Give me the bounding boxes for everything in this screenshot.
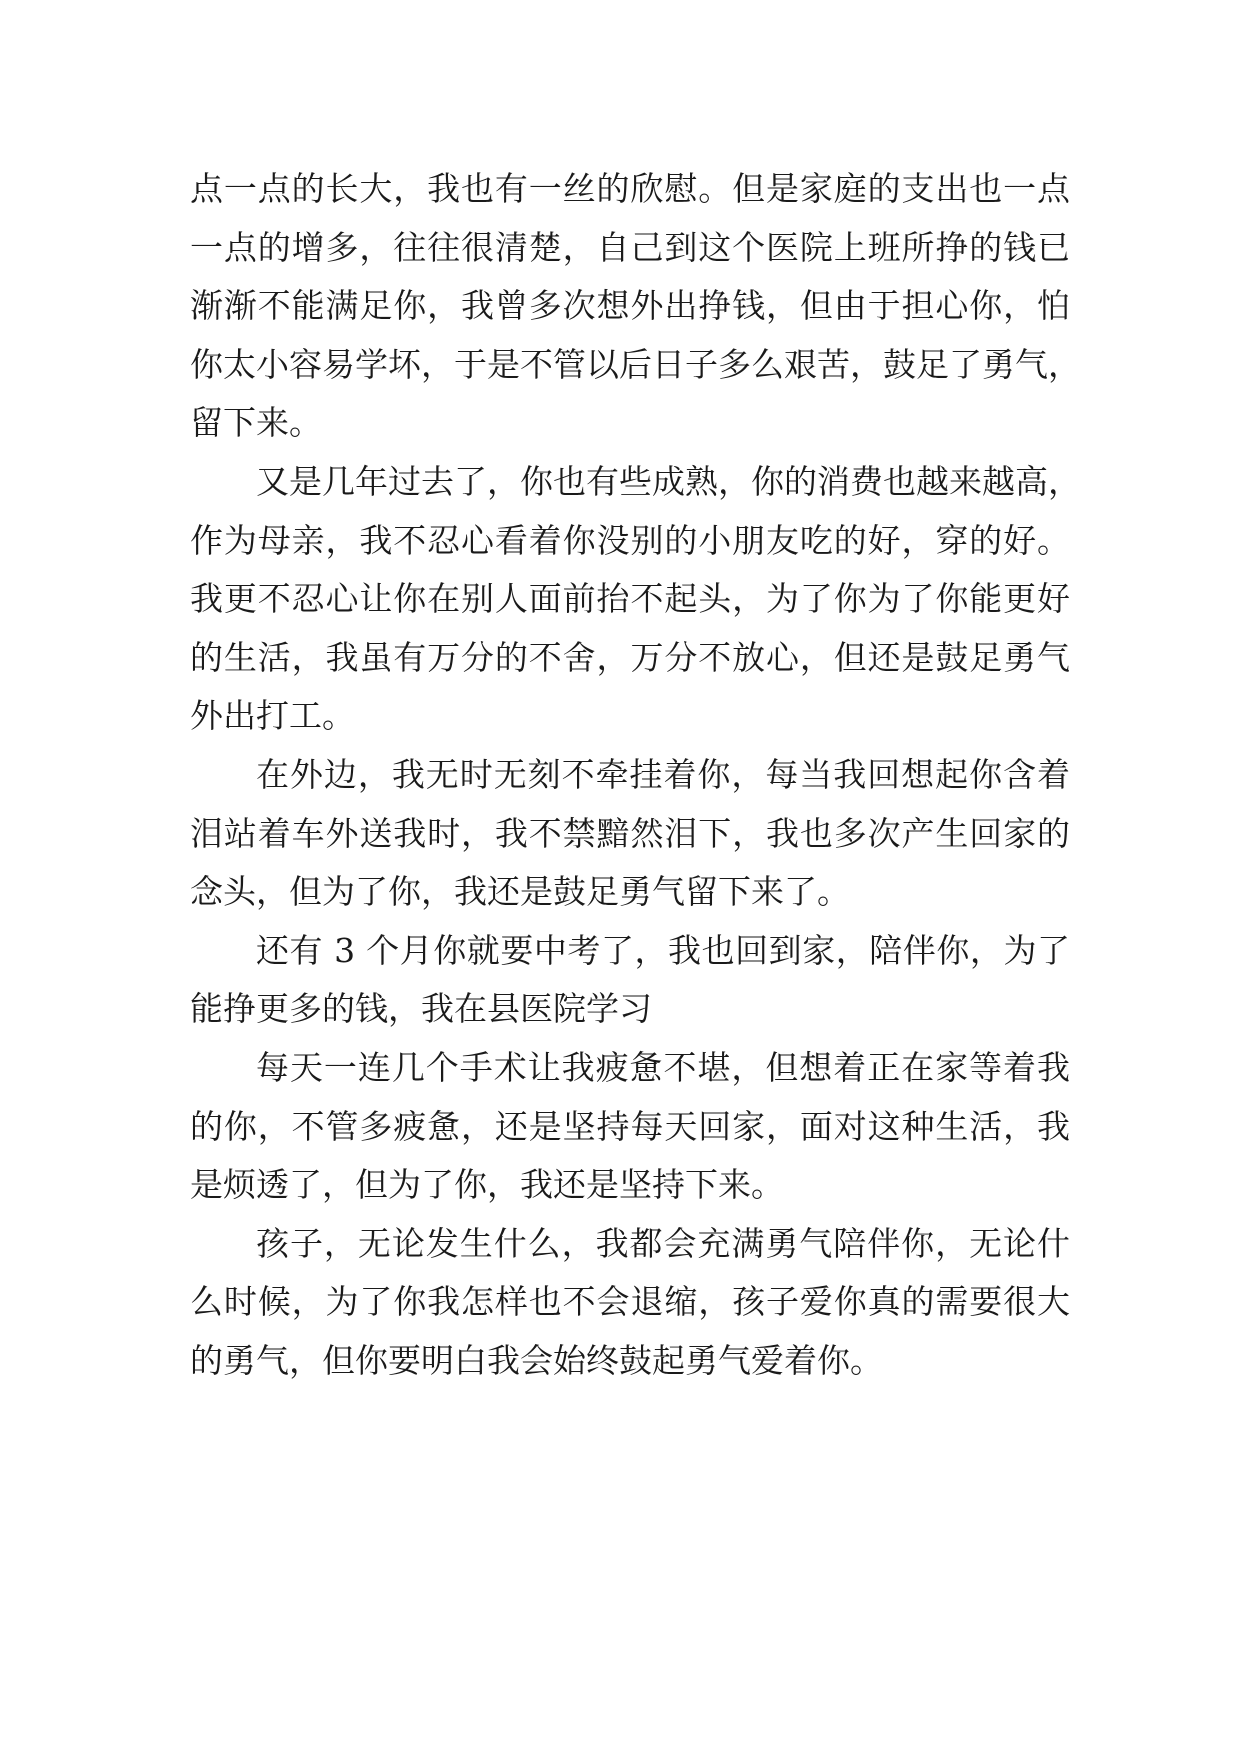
- text-line: 孩子，无论发生什么，我都会充满勇气陪伴你，无论什: [256, 1223, 1070, 1263]
- text-line: 每天一连几个手术让我疲惫不堪，但想着正在家等着我: [256, 1047, 1070, 1087]
- text-line: 渐渐不能满足你，我曾多次想外出挣钱，但由于担心你，怕: [190, 286, 1070, 326]
- text-line: 留下来。: [190, 403, 322, 443]
- text-line: 点一点的长大，我也有一丝的欣慰。但是家庭的支出也一点: [190, 169, 1070, 208]
- text-line: 泪站着车外送我时，我不禁黯然泪下，我也多次产生回家的: [190, 813, 1070, 853]
- paragraph: [190, 1039, 1070, 1215]
- text-line: 我更不忍心让你在别人面前抬不起头，为了你为了你能更好: [190, 579, 1070, 619]
- text-line: 在外边，我无时无刻不牵挂着你，每当我回想起你含着: [256, 754, 1070, 794]
- text-line: 念头，但为了你，我还是鼓足勇气留下来了。: [190, 872, 850, 912]
- text-line: 么时候，为了你我怎样也不会退缩，孩子爱你真的需要很大: [190, 1282, 1070, 1322]
- text-line: 作为母亲，我不忍心看着你没别的小朋友吃的好，穿的好。: [190, 520, 1070, 560]
- text-line: 一点的增多，往往很清楚，自己到这个医院上班所挣的钱已: [190, 227, 1070, 267]
- text-line: 外出打工。: [190, 696, 355, 736]
- text-line: 还有 3 个月你就要中考了，我也回到家，陪伴你，为了: [256, 930, 1070, 970]
- paragraph: [190, 922, 1070, 1039]
- paragraph: [190, 746, 1070, 922]
- text-line: 的你，不管多疲惫，还是坚持每天回家，面对这种生活，我: [190, 1106, 1070, 1146]
- paragraph: [190, 1215, 1070, 1391]
- text-line: 的生活，我虽有万分的不舍，万分不放心，但还是鼓足勇气: [190, 637, 1070, 677]
- paragraph: [190, 160, 1081, 453]
- paragraph: [190, 453, 1081, 746]
- text-line: 的勇气，但你要明白我会始终鼓起勇气爱着你。: [190, 1340, 883, 1380]
- text-line: 能挣更多的钱，我在县医院学习: [190, 989, 652, 1029]
- document-body: [190, 160, 1081, 1390]
- text-line: 你太小容易学坏，于是不管以后日子多么艰苦，鼓足了勇气，: [190, 344, 1081, 384]
- text-line: 又是几年过去了，你也有些成熟，你的消费也越来越高，: [256, 461, 1081, 501]
- text-line: 是烦透了，但为了你，我还是坚持下来。: [190, 1165, 784, 1205]
